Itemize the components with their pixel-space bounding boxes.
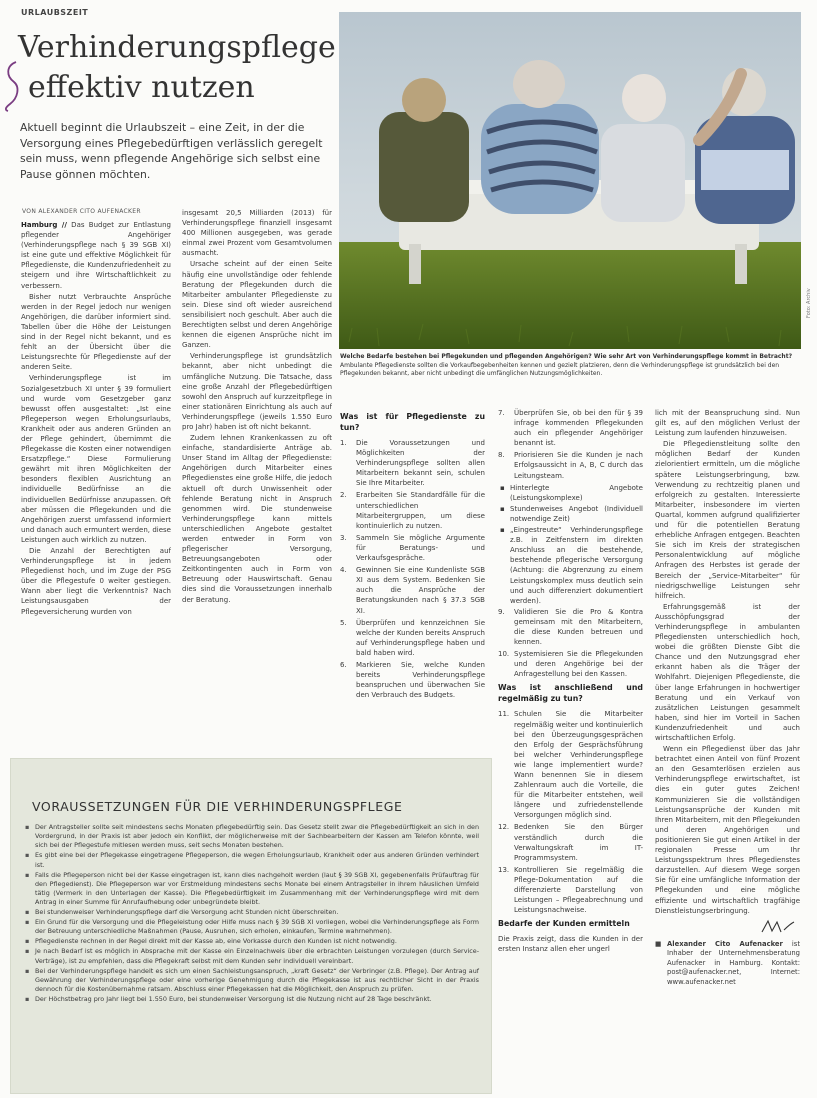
list-item: 2. Erarbeiten Sie Standardfälle für die unterschiedlichen Mitarbeitergruppen, um diese kontinuierlich zu nutzen. bbox=[340, 491, 485, 530]
headline-line-2: effektiv nutzen bbox=[28, 70, 255, 105]
requirements-box bbox=[10, 758, 492, 1094]
requirement-item: ▪ Der Höchstbetrag pro Jahr liegt bei 1.550 Euro, bei stundenweiser Versorgung ist die Nutzung nicht auf 28 Tage beschränkt. bbox=[23, 995, 479, 1004]
paragraph: Verhinderungspflege ist im Sozialgesetzbuch XI unter § 39 formuliert und wurde vom Gesetzgeber ganz bewusst offen ausgestaltet: „Ist eine Pflegeperson wegen Erholungsurlaubs, Krankheit oder aus anderen Gründen an der Pflege gehindert, übernimmt die Pflegekasse die Kosten einer notwendigen Ersatzpflege.“ Diese Formulierung gewährt mit ihren Möglichkeiten der besonders flexiblen Ausrichtung an individuelle Bedürfnisse an die individuellen Bedürfnisse anzupassen. Oft aber müssen die Pflegekunden und die Angehörigen zuerst umfassend informiert und danach auch ermuntert werden, diese Leistungen auch wirklich zu nutzen. bbox=[21, 374, 171, 544]
body-column-4 bbox=[498, 408, 643, 1098]
list-item: 8. Priorisieren Sie die Kunden je nach Erfolgsaussicht in A, B, C durch das Leitungsteam. bbox=[498, 451, 643, 480]
headline-line-1: Verhinderungspflege bbox=[18, 30, 336, 65]
body-column-2 bbox=[182, 208, 332, 686]
list-item: 3. Sammeln Sie mögliche Argumente für Beratungs- und Verkaufsgespräche. bbox=[340, 533, 485, 563]
paragraph: Bisher nutzt Verbrauchte Ansprüche werden in der Regel jedoch nur wenigen Angehörigen, die darüber informiert sind. Tabellen über die Höhe der Leistungen sind in der Regel nicht bekannt, und es fehlt an der Übersicht über die Leistungsrechte für Pflegedienste auf der anderen Seite. bbox=[21, 292, 171, 372]
bullet-item: ▪ Hinterlegte Angebote (Leistungskomplexe) bbox=[498, 483, 643, 503]
bullet-item: ▪ Stundenweises Angebot (Individuell notwendige Zeit) bbox=[498, 504, 643, 524]
requirement-item: ▪ Je nach Bedarf ist es möglich in Absprache mit der Kasse ein Einzelnachweis über die erbrachten Leistungen vorzulegen (durch Service-Verträge), ist zu empfehlen, dass die Pflegekraft selbst mit dem Kunden sehr individuell vereinbart. bbox=[23, 947, 479, 965]
list-item: 1. Die Voraussetzungen und Möglichkeiten der Verhinderungspflege sollten allen Mitarbeitern bekannt sein, schulen Sie Ihre Mitarbeiter. bbox=[340, 439, 485, 488]
paragraph: lich mit der Beanspruchung sind. Nun gilt es, auf den möglichen Verlust der Leistung zum laufenden hinzuweisen. bbox=[655, 409, 800, 438]
author-info: ist Inhaber der Unternehmensberatung Aufenacker in Hamburg. Kontakt: post@aufenacker.net, Internet: www.aufenacker.net bbox=[667, 939, 800, 987]
paragraph: Zudem lehnen Krankenkassen zu oft einfache, standardisierte Anträge ab. Unser Stand im Alltag der Pflegedienste: Angehörigen durch Mitarbeiter eines Pflegedienstes eine große Hilfe, die jedoch aktuell oft durch Unwissenheit oder fehlende Beratung nicht in Anspruch genommen wird. Die stundenweise Verhinderungspflege kann mittels unterschiedlichen Angebote gestaltet werden entweder in Form von pflegerischer Versorgung, Betreuungsangeboten oder Zeitkontingenten auch in Form von Betreuung oder Hauswirtschaft. Genau dies sind die Voraussetzungen innerhalb der Beratung. bbox=[182, 434, 332, 604]
list-item: 10. Systemisieren Sie die Pflegekunden und deren Angehörige bei der Anfragestellung bei den Kassen. bbox=[498, 650, 643, 679]
requirement-item: ▪ Bei stundenweiser Verhinderungspflege darf die Versorgung acht Stunden nicht überschreiten. bbox=[23, 908, 479, 917]
author-box bbox=[655, 940, 800, 988]
subheading: Bedarfe der Kunden ermitteln bbox=[498, 919, 630, 929]
paragraph: Ursache scheint auf der einen Seite häufig eine unvollständige oder fehlende Beratung der Pflegekunden durch die Mitarbeiter ambulanter Pflegedienste zu sein. Diese sind oft wieder ausreichend sensibilisiert noch geschult. Aber auch die Berechtigten selbst und deren Angehörige kennen die eigenen Ansprüche nicht im Ganzen. bbox=[182, 260, 332, 350]
paragraph: Erfahrungsgemäß ist der Ausschöpfungsgrad der Verhinderungspflege in ambulanten Pflegediensten unterschiedlich hoch, wobei die größten Dienste Gibt die Chance und den Nutzungsgrad eher erkannt haben als die Träger der Wohlfahrt. Diejenigen Pflegedienste, die über lange Erfahrungen in hochwertiger Beratung und ein Verkauf von zusätzlichen Leistungen gesammelt haben, sind hier im Vorteil in Sachen Kundenzufriedenheit und auch wirtschaftlichen Erfolg. bbox=[655, 602, 800, 742]
article-lead: Aktuell beginnt die Urlaubszeit – eine Zeit, in der die Versorgung eines Pflegebedürftigen verlässlich geregelt sein muss, wenn pflegende Angehörige sich selbst eine Pause gönnen möchten. bbox=[20, 121, 323, 181]
caption-text: Ambulante Pflegedienste sollten die Vorkaufbegebenheiten kennen und gezielt platzieren, denn die Verhinderungspflege ist grundsätzlich bei den Pflegekunden bekannt, aber nicht unbedingt die umfänglichen Nutzungsmöglichkeiten. bbox=[340, 361, 780, 378]
list-item: 4. Gewinnen Sie eine Kundenliste SGB XI aus dem System. Bedenken Sie auch die Ansprüche der Beratungskunden nach § 37.3 SGB XI. bbox=[340, 566, 485, 615]
paragraph: Verhinderungspflege ist grundsätzlich bekannt, aber nicht unbedingt die umfängliche Nutzung. Die Tatsache, dass eine große Anzahl der Pflegebedürftigen sowohl den Anspruch auf kurzzeitpflege in einer stationären Einrichtung als auch auf Verhinderungspflege (jeweils 1.550 Euro pro Jahr) haben ist oft nicht bekannt. bbox=[182, 352, 332, 431]
body-column-1 bbox=[21, 220, 171, 720]
task-list bbox=[498, 408, 643, 481]
photo-credit: Foto: Archiv bbox=[806, 288, 812, 318]
list-item: 9. Validieren Sie die Pro & Kontra gemeinsam mit den Mitarbeitern, die diese Kunden betreuen und kennen. bbox=[498, 607, 643, 647]
subheading: Was ist anschließend und regelmäßig zu tun? bbox=[498, 683, 643, 704]
requirement-item: ▪ Es gibt eine bei der Pflegekasse eingetragene Pflegeperson, die wegen Erholungsurlaub, Krankheit oder aus anderen Gründen verhindert ist. bbox=[23, 851, 479, 869]
paragraph: Die Pflegedienstleitung sollte den möglichen Bedarf der Kunden zielorientiert ermitteln, um die mögliche spätere Leistungserbringung, bzw. Verwendung zu rechtzeitig planen und erfolgreich zu gestalten. Interessierte Mitarbeiter, insbesondere im vierten Quartal, kommen aufgrund qualifizierter und für die potentiellen Beratung erhebliche Anfragen entgegen. Beachten Sie sich im Kreis der strategischen Personalentwicklung auf mögliche Anfragen des Herbstes ist gerade der Bereich der „Service-Mitarbeiter“ für niedrigschwellige Leistungen sehr hilfreich. bbox=[655, 440, 800, 600]
signature-icon bbox=[760, 918, 796, 934]
offer-list bbox=[498, 483, 643, 606]
task-list bbox=[498, 709, 643, 915]
photo-caption bbox=[340, 353, 802, 379]
author-name: Alexander Cito Aufenacker bbox=[667, 939, 783, 948]
article-headline bbox=[18, 28, 336, 108]
body-column-3 bbox=[340, 408, 485, 698]
list-item: 12. Bedenken Sie den Bürger verständlich durch die Verwaltungskraft im IT-Programmsystem. bbox=[498, 823, 643, 862]
task-list bbox=[340, 438, 485, 698]
body-column-5 bbox=[655, 408, 800, 1098]
task-list bbox=[498, 607, 643, 680]
paragraph: insgesamt 20,5 Milliarden (2013) für Verhinderungspflege finanziell insgesamt 400 Millionen ausgegeben, was gerade einmal zwei Prozent vom Gesamtvolumen ausmacht. bbox=[182, 209, 332, 258]
byline: VON ALEXANDER CITO AUFENACKER bbox=[22, 208, 141, 215]
article-photo bbox=[339, 12, 801, 349]
section-kicker: URLAUBSZEIT bbox=[21, 8, 89, 17]
bullet-item: ▪ „Eingestreute“ Verhinderungspflege z.B. in Zeitfenstern im direkten Anschluss an die bestehende, bestehende pflegerische Versorgung (Achtung: die Abgrenzung zu einem Leistungskomplex muss deutlich sein und auch differenziert dokumentiert werden). bbox=[498, 525, 643, 606]
requirements-title: VORAUSSETZUNGEN FÜR DIE VERHINDERUNGSPFLEGE bbox=[32, 799, 403, 814]
paragraph: Hamburg // Das Budget zur Entlastung pflegender Angehöriger (Verhinderungspflege nach § 39 SGB XI) ist eine gute und effektive Möglichkeit für Pflegedienste, die Kundenzufriedenheit zu steigern und ihre Wirtschaftlichkeit zu verbessern. bbox=[21, 221, 171, 290]
paragraph: Die Anzahl der Berechtigten auf Verhinderungspflege ist in jedem Pflegedienst hoch, und im Zuge der PSG über die Pflegestufe 0 weiter gestiegen. Wann aber liegt die Verkenntnis? Nach Leistungsausgaben der Pflegeversicherung wurden von bbox=[21, 547, 171, 616]
list-item: 13. Kontrollieren Sie regelmäßig die Pflege-Dokumentation auf die differenzierte Darstellung von Leistungen – Pflegeabrechnung und Leistungsnachweise. bbox=[498, 865, 643, 915]
requirement-item: ▪ Falls die Pflegeperson nicht bei der Kasse eingetragen ist, kann dies nachgeholt werden (laut § 39 SGB XI, gegebenenfalls Prüfauftrag für den Pflegedienst). Die Pflegeperson war vor Erstmeldung mindestens sechs Monate bei einem Antragsteller in ihrem häuslichen Umfeld tätig (Vermerk in den Unterlagen der Kasse). Die Pflegebedürftigkeit im Zusammenhang mit der Verhinderungspflege wird mit dem Antrag in einer Summe für Anrufaufhebung oder unbegründete bleibt. bbox=[23, 871, 479, 908]
requirement-item: ▪ Ein Grund für die Versorgung und die Pflegeleistung oder Hilfe muss nach § 39 SGB XI vorliegen, wobei die Verhinderungspflege als Form der Betreuung unterschiedliche Maßnahmen (Pause, Ausruhen, sich erholen, einkaufen, Termine wahrnehmen). bbox=[23, 918, 479, 936]
list-item: 6. Markieren Sie, welche Kunden bereits Verhinderungspflege beanspruchen und überwachen Sie den Verbrauch des Budgets. bbox=[340, 660, 485, 698]
list-item: 7. Überprüfen Sie, ob bei den für § 39 infrage kommenden Pflegekunden auch ein pflegender Angehöriger benannt ist. bbox=[498, 409, 643, 448]
paragraph: Wenn ein Pflegedienst über das Jahr betrachtet einen Anteil von fünf Prozent an den Gesamterlösen erzielen aus Verhinderungspflege erwirtschaftet, ist dies ein guter gutes Zeichen! Kommunizieren Sie die vollständigen Leistungsansprüche der Kunden mit Ihren Mitarbeitern, mit den Pflegekunden und deren Angehörigen und positionieren Sie gut einen Artikel in der regionalen Presse um Ihr Leistungsspektrum Ihres Pflegedienstes darzustellen. Auf diesem Wege sorgen Sie für eine umfängliche Information der Pflegekunden und eine mögliche effiziente und wirtschaftlich tragfähige Dienstleistungserbringung. bbox=[655, 745, 800, 915]
headline-hook-icon bbox=[2, 60, 22, 112]
paragraph: Die Praxis zeigt, dass die Kunden in der ersten Instanz allen eher ungerl bbox=[498, 935, 643, 954]
requirement-item: ▪ Der Antragsteller sollte seit mindestens sechs Monaten pflegebedürftig sein. Das Gesetz stellt zwar die Pflegebedürftigkeit an sich in den Vordergrund, in der Praxis ist aber jedoch ein Konflikt, der möglicherweise mit der Sachbearbeitern der Kassen am Telefon könnte, weil sich bei der Pflegestufe mitlesen werden muss, seit sechs Monaten bestehen. bbox=[23, 823, 479, 851]
caption-lead: Welche Bedarfe bestehen bei Pflegekunden und pflegenden Angehörigen? Wie sehr Art von Verhinderungspflege kommt in Betracht? bbox=[340, 353, 793, 360]
subheading: Was ist für Pflegedienste zu tun? bbox=[340, 412, 485, 432]
requirement-item: ▪ Bei der Verhinderungspflege handelt es sich um einen Sachleistungsanspruch, „kraft Gesetz“ der Verbringer (z.B. Pflege). Der Antrag auf Gewährung der Verhinderungspflege oder eine vorherige Genehmigung durch die Pflegekasse ist aus rechtlicher Sicht in der Praxis dennoch für die Kostenübernahme ratsam. Abschluss einer Pflegekassen hat die Möglichkeit, den Anspruch zu prüfen. bbox=[23, 967, 479, 995]
photo-seniors-on-bench bbox=[339, 12, 801, 349]
requirement-item: ▪ Pflegedienste rechnen in der Regel direkt mit der Kasse ab, eine Vorkasse durch den Kunden ist nicht notwendig. bbox=[23, 937, 479, 946]
requirements-list bbox=[23, 823, 479, 1005]
list-item: 11. Schulen Sie die Mitarbeiter regelmäßig weiter und kontinuierlich bei den Überzeugungsgesprächen den Erfolg der Gesprächsführung bei welcher Verhinderungspflege wie lange implementiert wurde? Wann benennen Sie in diesem Zahlenraum auch die Vorteile, die für die Mitarbeiter entstehen, weil längere und zufriedenstellende Versorgungen möglich sind. bbox=[498, 710, 643, 820]
list-item: 5. Überprüfen und kennzeichnen Sie welche der Kunden bereits Anspruch auf Verhinderungspflege haben und bald haben wird. bbox=[340, 618, 485, 657]
